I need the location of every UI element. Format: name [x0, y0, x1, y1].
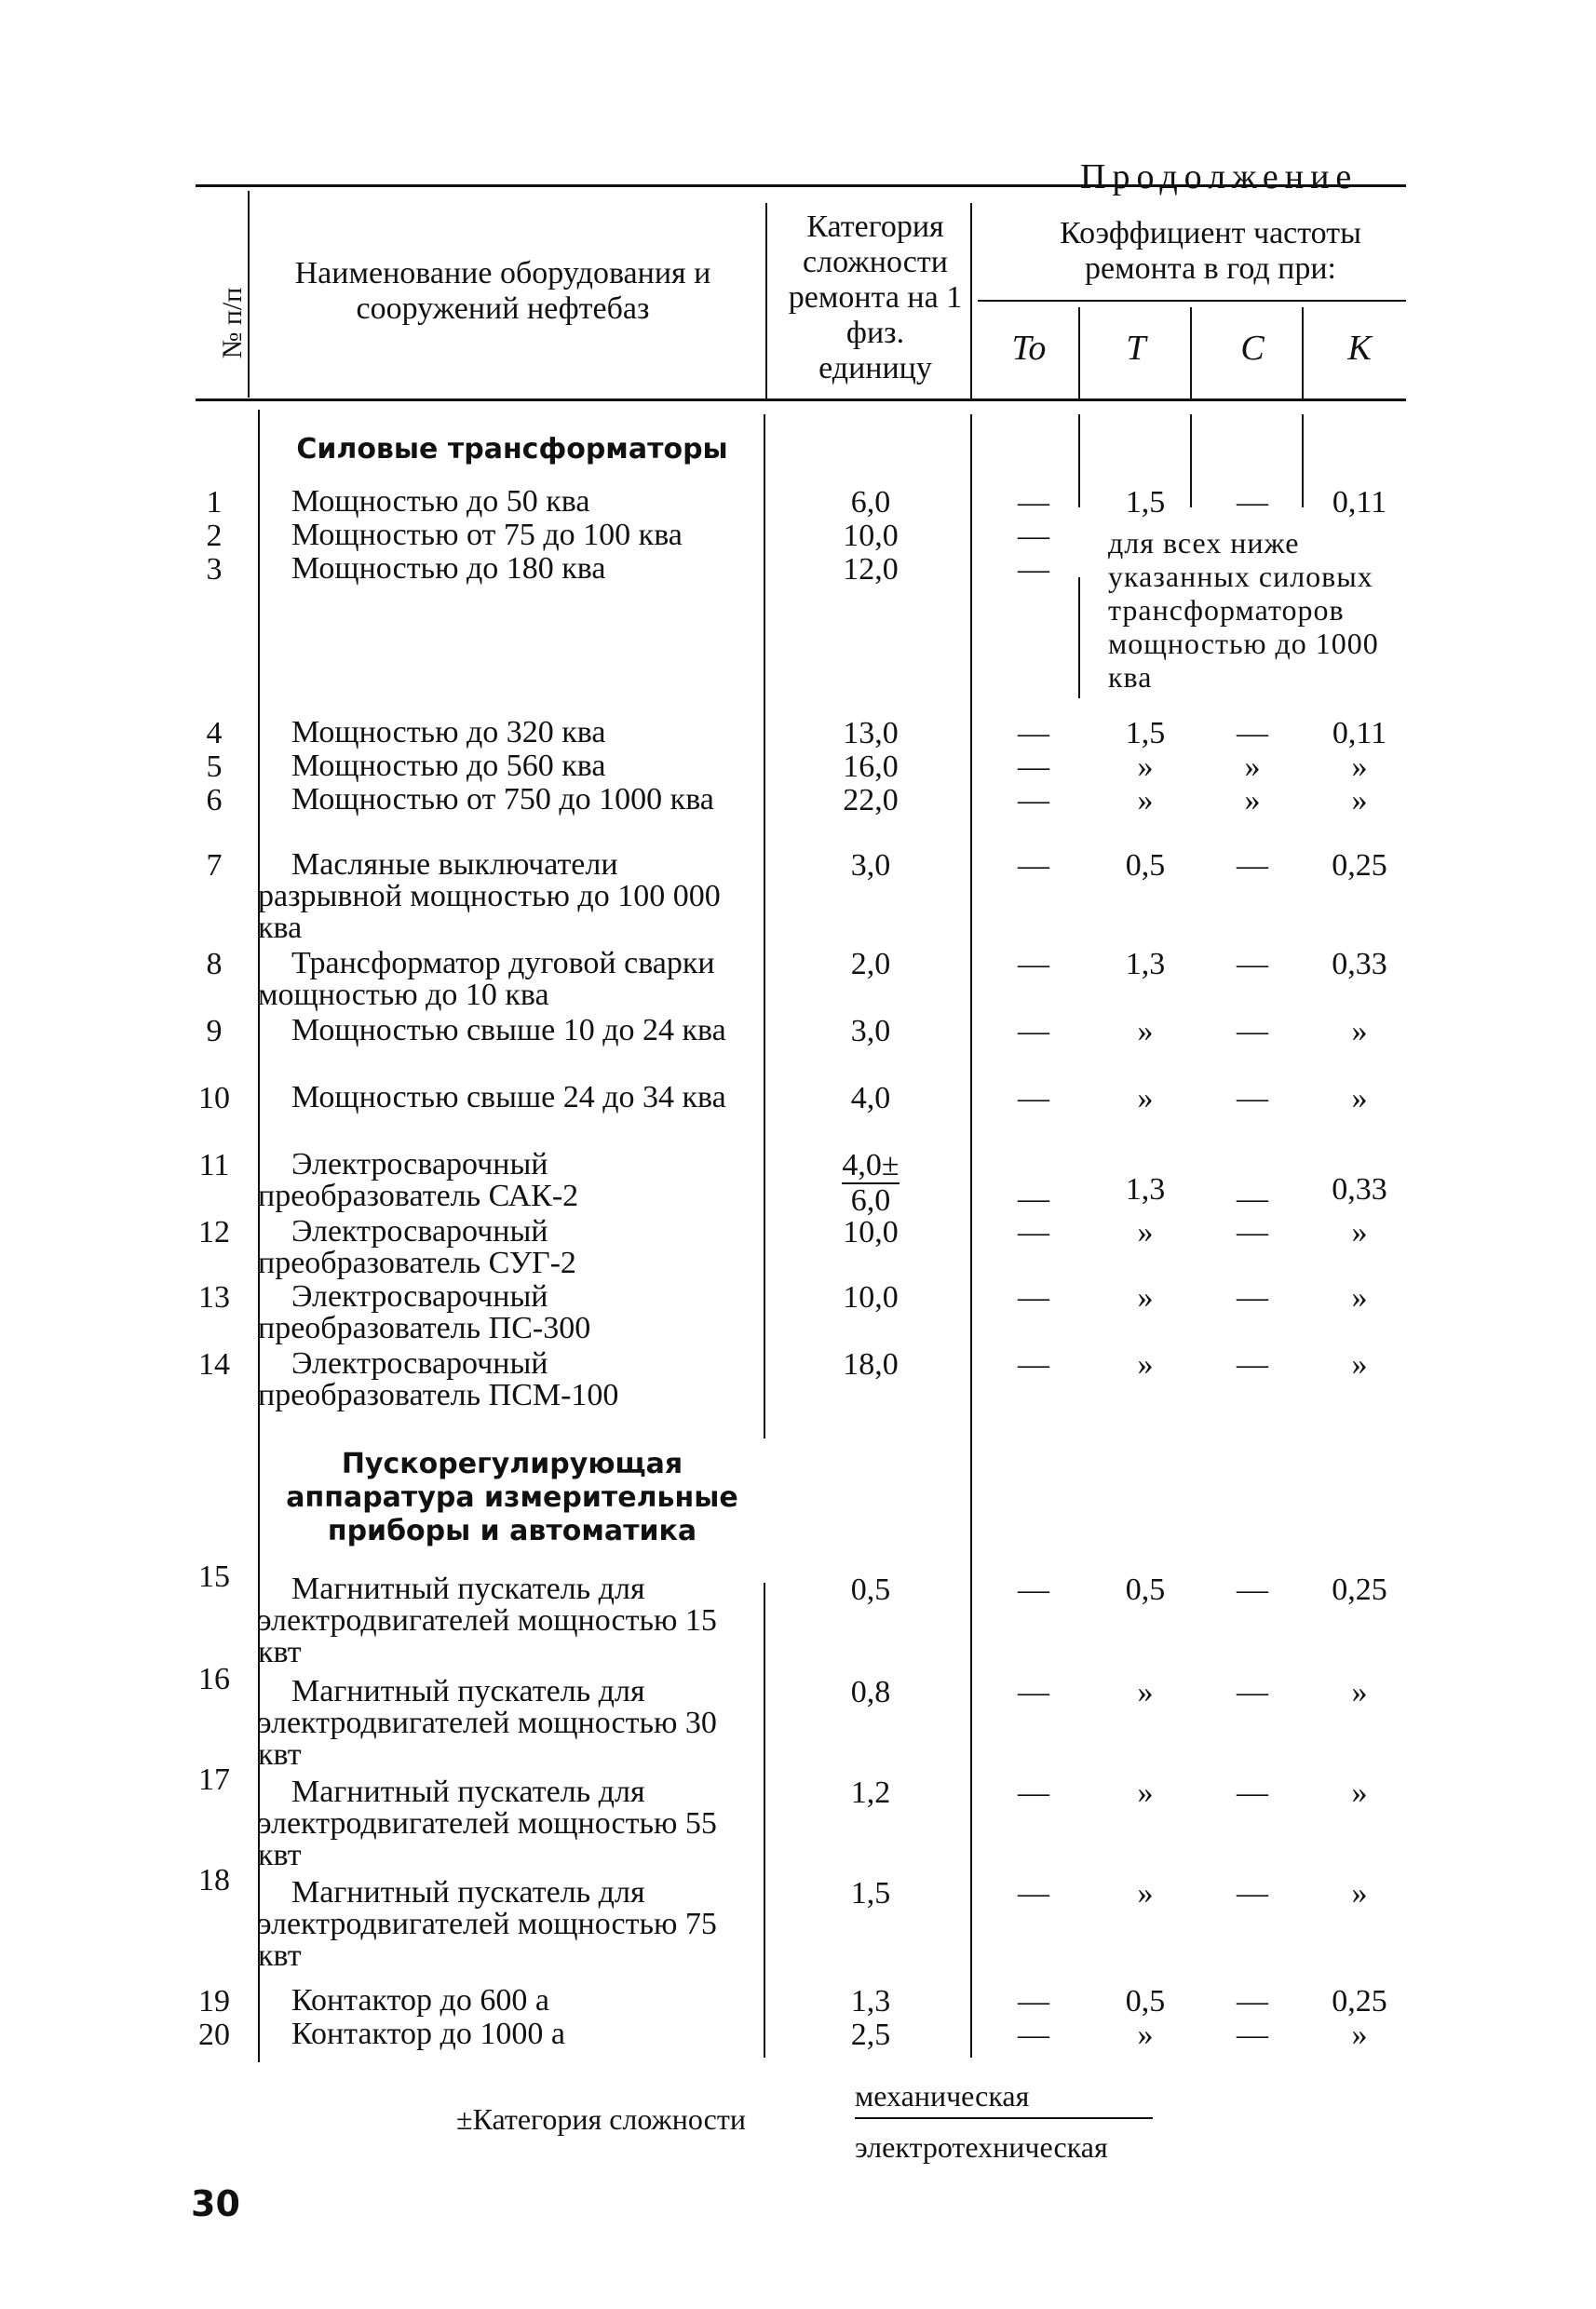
row-k: 0,25 — [1332, 1984, 1387, 2019]
row-t: 1,5 — [1125, 716, 1166, 750]
row-t: 1,3 — [1125, 1172, 1166, 1207]
row-k: 0,33 — [1332, 947, 1387, 981]
row-c: — — [1237, 1014, 1268, 1048]
row-name: Мощностью до 50 ква — [291, 484, 590, 519]
header-num: № п/п — [217, 287, 248, 359]
row-name: Магнитный пускатель для электродвигателей мощностью 75 квт — [258, 1875, 717, 1973]
category-denominator: 6,0 — [850, 1183, 891, 1218]
header-to: To — [1011, 329, 1047, 368]
row-c: — — [1237, 1675, 1268, 1709]
category-numerator: 4,0± — [842, 1148, 899, 1182]
row-t0: — — [1018, 1776, 1049, 1810]
row-t0: — — [1018, 1014, 1049, 1048]
row-c: — — [1237, 485, 1268, 520]
row-t0: — — [1018, 1347, 1049, 1382]
row-number: 10 — [198, 1081, 230, 1115]
row-t0: — — [1018, 848, 1049, 883]
row-k: » — [1351, 1347, 1368, 1382]
row-t: 1,5 — [1125, 485, 1166, 520]
footnote-label: ±Категория сложности — [456, 2102, 746, 2136]
row-category: 12,0 — [843, 552, 899, 587]
row-t0: — — [1018, 749, 1049, 784]
row-k: 0,11 — [1332, 485, 1387, 520]
row-t0: — — [1018, 1081, 1049, 1115]
body-line-t0b — [1078, 577, 1080, 698]
row-category: 2,5 — [850, 2018, 891, 2052]
header-name: Наименование оборудования и сооружений нефтебаз — [294, 256, 711, 326]
section-title: Пускорегулирующая аппаратура измерительные приборы и автоматика — [286, 1448, 738, 1547]
row-category: 2,0 — [850, 947, 891, 981]
row-c: — — [1237, 1776, 1268, 1810]
row-number: 7 — [206, 848, 223, 883]
row-c: — — [1237, 1984, 1268, 2019]
row-t0: — — [1018, 2018, 1049, 2052]
row-t: » — [1137, 1347, 1154, 1382]
row-t: » — [1137, 1776, 1154, 1810]
row-name: Мощностью свыше 24 до 34 ква — [291, 1080, 726, 1114]
row-c: — — [1237, 716, 1268, 750]
body-line-cat — [970, 414, 972, 2058]
row-t: » — [1137, 1014, 1154, 1048]
row-c: » — [1244, 749, 1261, 784]
row-name: Мощностью от 75 до 100 ква — [291, 518, 683, 552]
header-category: Категория сложности ремонта на 1 физ. единицу — [788, 209, 963, 385]
row-name: Контактор до 1000 а — [291, 2017, 565, 2051]
footnote-fraction-line — [855, 2117, 1153, 2119]
row-number: 6 — [206, 783, 223, 817]
row-k: 0,11 — [1332, 716, 1387, 750]
row-t0: — — [1018, 1215, 1049, 1249]
row-name: Магнитный пускатель для электродвигателей мощностью 30 квт — [258, 1674, 717, 1772]
row-c: — — [1237, 1182, 1268, 1216]
row-number: 11 — [198, 1148, 230, 1182]
row-t: » — [1137, 749, 1154, 784]
row-k: » — [1351, 749, 1368, 784]
row-name: Мощностью до 180 ква — [291, 551, 606, 586]
row-name: Магнитный пускатель для электродвигателей мощностью 15 квт — [258, 1572, 717, 1669]
row-category: 18,0 — [843, 1347, 899, 1382]
row-category: 1,2 — [850, 1776, 891, 1810]
row-category: 13,0 — [843, 716, 899, 750]
row-t0: — — [1018, 1573, 1049, 1607]
row-c: — — [1237, 1876, 1268, 1911]
row-category: 0,5 — [850, 1573, 891, 1607]
row-t0: — — [1018, 1182, 1049, 1216]
row-t: 0,5 — [1125, 848, 1166, 883]
row-number: 14 — [198, 1347, 230, 1382]
row-category: 10,0 — [843, 1280, 899, 1315]
header-k: K — [1347, 329, 1372, 368]
row-name: Электросварочный преобразователь САК-2 — [258, 1147, 579, 1213]
row-number: 5 — [206, 749, 223, 784]
row-category: 3,0 — [850, 1014, 891, 1048]
col-line-cat — [970, 203, 972, 398]
row-t: » — [1137, 1081, 1154, 1115]
row-category: 10,0 — [843, 519, 899, 553]
row-k: » — [1351, 1014, 1368, 1048]
row-category: 4,0 — [850, 1081, 891, 1115]
row-number: 8 — [206, 947, 223, 981]
row-t: » — [1137, 1215, 1154, 1249]
row-category — [782, 1149, 959, 1218]
header-c: C — [1240, 329, 1265, 368]
footnote-denominator: электротехническая — [855, 2130, 1108, 2164]
row-t: 0,5 — [1125, 1984, 1166, 2019]
row-t0: — — [1018, 485, 1049, 520]
row-k: » — [1351, 1081, 1368, 1115]
row-t0: — — [1018, 947, 1049, 981]
row-number: 1 — [206, 485, 223, 520]
top-rule — [196, 184, 1406, 187]
row-c: — — [1237, 1215, 1268, 1249]
row-t: 0,5 — [1125, 1573, 1166, 1607]
row-t: » — [1137, 783, 1154, 817]
row-name: Мощностью до 560 ква — [291, 749, 606, 783]
coef-split-rule — [978, 300, 1406, 302]
row-name: Электросварочный преобразователь ПСМ-100 — [258, 1346, 619, 1412]
note-transformers: для всех ниже указанных силовых трансформаторов мощностью до 1000 ква — [1108, 526, 1379, 694]
row-t0: — — [1018, 1984, 1049, 2019]
row-c: — — [1237, 2018, 1268, 2052]
row-t0: — — [1018, 1675, 1049, 1709]
section-title: Силовые трансформаторы — [296, 433, 728, 466]
row-number: 18 — [198, 1863, 230, 1897]
row-category: 1,5 — [850, 1876, 891, 1911]
row-t0: — — [1018, 1280, 1049, 1315]
row-category: 6,0 — [850, 485, 891, 520]
row-k: » — [1351, 1776, 1368, 1810]
row-number: 2 — [206, 519, 223, 553]
row-t: » — [1137, 1675, 1154, 1709]
header-coef: Коэффициент частоты ремонта в год при: — [1060, 216, 1361, 286]
row-t: » — [1137, 1876, 1154, 1911]
body-line-name-2 — [764, 1583, 765, 2058]
row-c: — — [1237, 1081, 1268, 1115]
row-category: 22,0 — [843, 783, 899, 817]
footnote-numerator: механическая — [855, 2079, 1030, 2113]
header-bottom-rule — [196, 398, 1406, 401]
row-t: 1,3 — [1125, 947, 1166, 981]
row-number: 20 — [198, 2018, 230, 2052]
row-k: » — [1351, 2018, 1368, 2052]
row-k: 0,33 — [1332, 1172, 1387, 1207]
row-c: — — [1237, 1347, 1268, 1382]
row-name: Мощностью от 750 до 1000 ква — [291, 782, 714, 817]
col-line-name — [765, 203, 767, 398]
row-name: Электросварочный преобразователь ПС-300 — [258, 1279, 591, 1345]
row-number: 3 — [206, 552, 223, 587]
row-number: 9 — [206, 1014, 223, 1048]
row-number: 19 — [198, 1984, 230, 2019]
row-k: 0,25 — [1332, 848, 1387, 883]
row-category: 16,0 — [843, 749, 899, 784]
row-name: Мощностью до 320 ква — [291, 715, 606, 749]
row-k: » — [1351, 1876, 1368, 1911]
row-category: 10,0 — [843, 1215, 899, 1249]
row-c: — — [1237, 947, 1268, 981]
continuation-label: Продолжение — [1080, 157, 1359, 196]
row-number: 13 — [198, 1280, 230, 1315]
row-c: — — [1237, 1280, 1268, 1315]
row-k: 0,25 — [1332, 1573, 1387, 1607]
row-c: » — [1244, 783, 1261, 817]
row-name: Контактор до 600 а — [291, 1983, 549, 2018]
row-number: 12 — [198, 1215, 230, 1249]
row-t0: — — [1018, 716, 1049, 750]
row-category: 0,8 — [850, 1675, 891, 1709]
row-t: » — [1137, 1280, 1154, 1315]
header-t: T — [1126, 329, 1146, 368]
row-name: Масляные выключатели разрывной мощностью до 100 000 ква — [258, 847, 721, 945]
row-t0: — — [1018, 552, 1049, 587]
row-number: 16 — [198, 1662, 230, 1696]
row-category: 3,0 — [850, 848, 891, 883]
row-c: — — [1237, 1573, 1268, 1607]
col-line-t — [1190, 307, 1192, 398]
row-number: 15 — [198, 1560, 230, 1594]
row-name: Трансформатор дуговой сварки мощностью до 10 ква — [258, 946, 715, 1012]
row-name: Магнитный пускатель для электродвигателей мощностью 55 квт — [258, 1775, 717, 1872]
row-t0: — — [1018, 519, 1049, 553]
row-c: — — [1237, 848, 1268, 883]
row-t0: — — [1018, 1876, 1049, 1911]
row-k: » — [1351, 1280, 1368, 1315]
row-name: Электросварочный преобразователь СУГ-2 — [258, 1214, 576, 1280]
row-name: Мощностью свыше 10 до 24 ква — [291, 1013, 726, 1047]
page-number: 30 — [191, 2183, 240, 2224]
row-t: » — [1137, 2018, 1154, 2052]
row-number: 17 — [198, 1762, 230, 1797]
row-k: » — [1351, 1215, 1368, 1249]
row-t0: — — [1018, 783, 1049, 817]
row-number: 4 — [206, 716, 223, 750]
body-line-name — [764, 414, 765, 1438]
row-k: » — [1351, 1675, 1368, 1709]
row-category: 1,3 — [850, 1984, 891, 2019]
row-k: » — [1351, 783, 1368, 817]
